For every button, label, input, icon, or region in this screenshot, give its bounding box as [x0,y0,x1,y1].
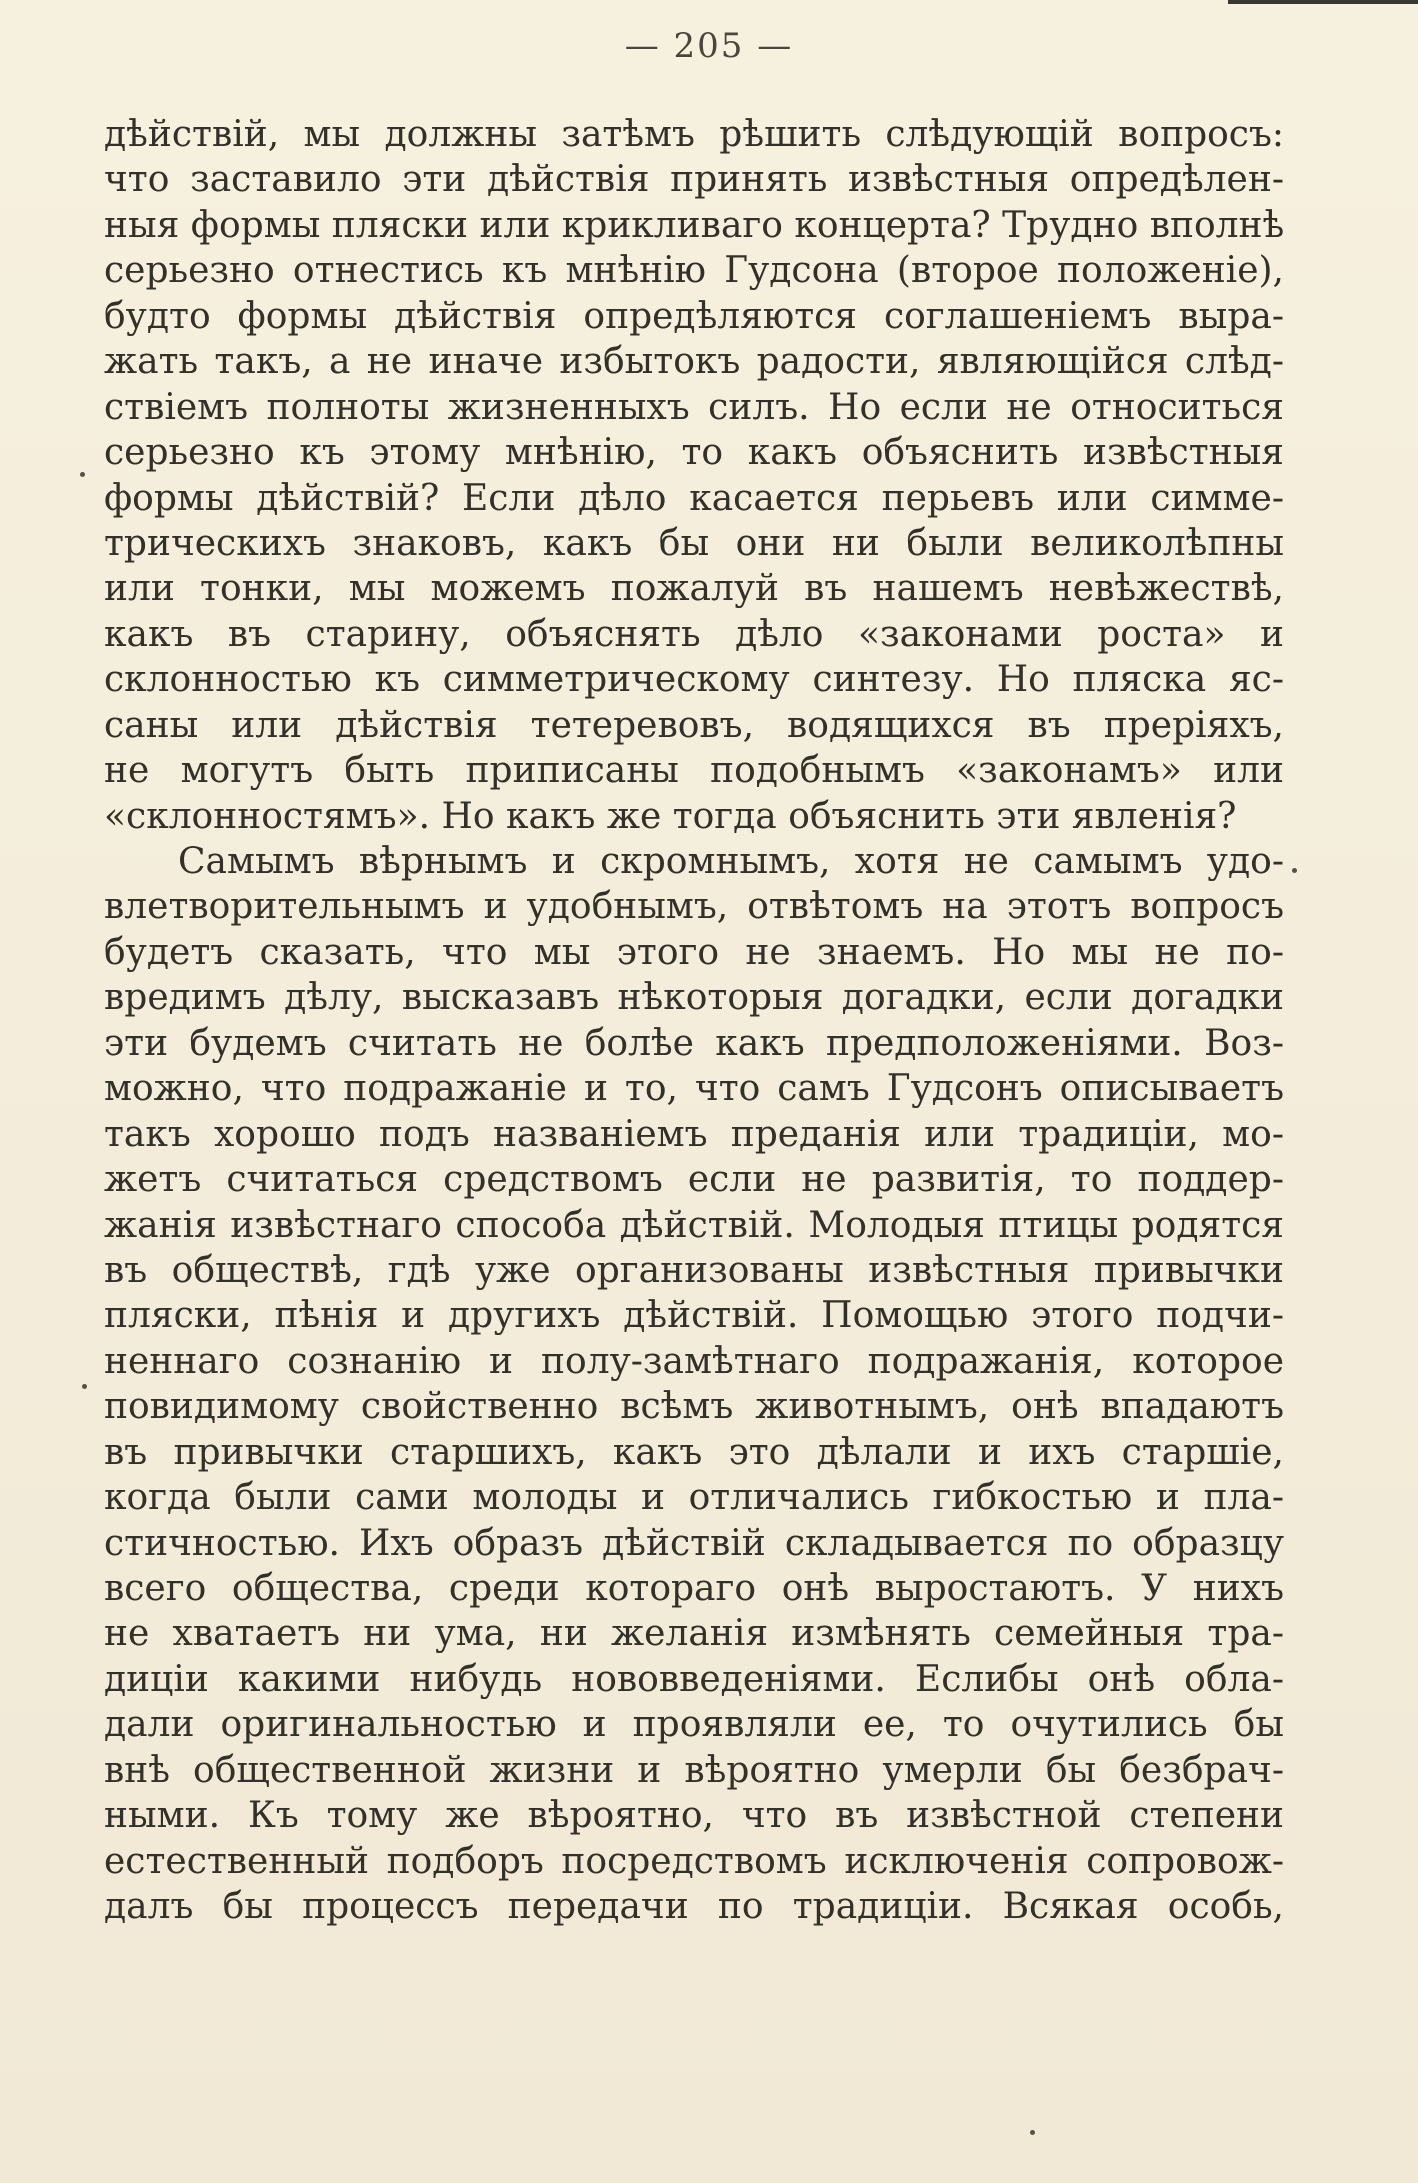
text-line: Самымъ вѣрнымъ и скромнымъ, хотя не самымъ удо- [178,841,1284,882]
page-number: — 205 — [624,26,794,66]
text-line: повидимому свойственно всѣмъ животнымъ, онѣ впадаютъ [104,1386,1284,1428]
text-line: не могутъ быть приписаны подобнымъ «законамъ» или [104,750,1284,792]
text-line: можно, что подражаніе и то, что самъ Гудсонъ описываетъ [104,1068,1284,1110]
print-speck [1292,868,1297,873]
text-line: серьезно къ этому мнѣнію, то какъ объяснить извѣстныя [104,432,1284,474]
print-speck [80,472,85,477]
text-line: жанія извѣстнаго способа дѣйствій. Молодыя птицы родятся [104,1204,1284,1246]
text-line: саны или дѣйствія тетеревовъ, водящихся въ преріяхъ, [104,704,1284,746]
text-line: или тонки, мы можемъ пожалуй въ нашемъ невѣжествѣ, [104,568,1284,610]
text-line: естественный подборъ посредствомъ исключенія сопровож- [104,1840,1284,1882]
text-line: жетъ считаться средствомъ если не развитія, то поддер- [104,1159,1284,1201]
text-line: неннаго сознанію и полу-замѣтнаго подражанія, которое [104,1340,1284,1382]
text-line: будто формы дѣйствія опредѣляются соглашеніемъ выра- [104,295,1284,337]
text-line: жать такъ, а не иначе избытокъ радости, являющійся слѣд- [104,341,1284,383]
text-line: ствіемъ полноты жизненныхъ силъ. Но если не относиться [104,386,1284,428]
top-edge-rule [1228,0,1418,4]
text-line: формы дѣйствій? Если дѣло касается перьевъ или симме- [104,477,1284,519]
paragraph-2 [104,839,1284,1930]
paragraph-1 [104,112,1284,839]
text-line: внѣ общественной жизни и вѣроятно умерли бы безбрач- [104,1749,1284,1791]
text-line: трическихъ знаковъ, какъ бы они ни были великолѣпны [104,522,1284,564]
text-line: когда были сами молоды и отличались гибкостью и пла- [104,1477,1284,1519]
text-line: дѣйствій, мы должны затѣмъ рѣшить слѣдующій вопросъ: [104,114,1284,155]
text-line: будетъ сказать, что мы этого не знаемъ. Но мы не по- [104,931,1284,973]
text-line: влетворительнымъ и удобнымъ, отвѣтомъ на этотъ вопросъ [104,886,1284,928]
print-speck [82,1384,87,1389]
text-line: диціи какими нибудь нововведеніями. Еслибы онѣ обла- [104,1658,1284,1700]
text-line: эти будемъ считать не болѣе какъ предположеніями. Воз- [104,1022,1284,1064]
text-line: въ обществѣ, гдѣ уже организованы извѣстныя привычки [104,1249,1284,1291]
text-line: въ привычки старшихъ, какъ это дѣлали и ихъ старшіе, [104,1431,1284,1473]
text-line: ными. Къ тому же вѣроятно, что въ извѣстной степени [104,1795,1284,1837]
text-line: такъ хорошо подъ названіемъ преданія или традиціи, мо- [104,1113,1284,1155]
text-line: далъ бы процессъ передачи по традиціи. Всякая особь, [104,1886,1284,1928]
text-line: стичностью. Ихъ образъ дѣйствій складывается по образцу [104,1522,1284,1564]
text-line: какъ въ старину, объяснять дѣло «законами роста» и [104,613,1284,655]
body-text [104,112,1284,1930]
text-line: не хватаетъ ни ума, ни желанія измѣнять семейныя тра- [104,1613,1284,1655]
text-line: вредимъ дѣлу, высказавъ нѣкоторыя догадки, если догадки [104,977,1284,1019]
text-line: серьезно отнестись къ мнѣнію Гудсона (второе положеніе), [104,250,1284,292]
print-speck [1030,2130,1035,2135]
text-line: пляски, пѣнія и другихъ дѣйствій. Помощью этого подчи- [104,1295,1284,1337]
text-line: что заставило эти дѣйствія принять извѣстныя опредѣлен- [104,159,1284,201]
text-line: дали оригинальностью и проявляли ее, то очутились бы [104,1704,1284,1746]
text-line: ныя формы пляски или крикливаго концерта? Трудно вполнѣ [104,204,1284,246]
text-line: всего общества, среди котораго онѣ выростаютъ. У нихъ [104,1568,1284,1609]
text-line: склонностью къ симметрическому синтезу. Но пляска яс- [104,659,1284,701]
text-line: «склонностямъ». Но какъ же тогда объяснить эти явленія? [104,795,1237,837]
